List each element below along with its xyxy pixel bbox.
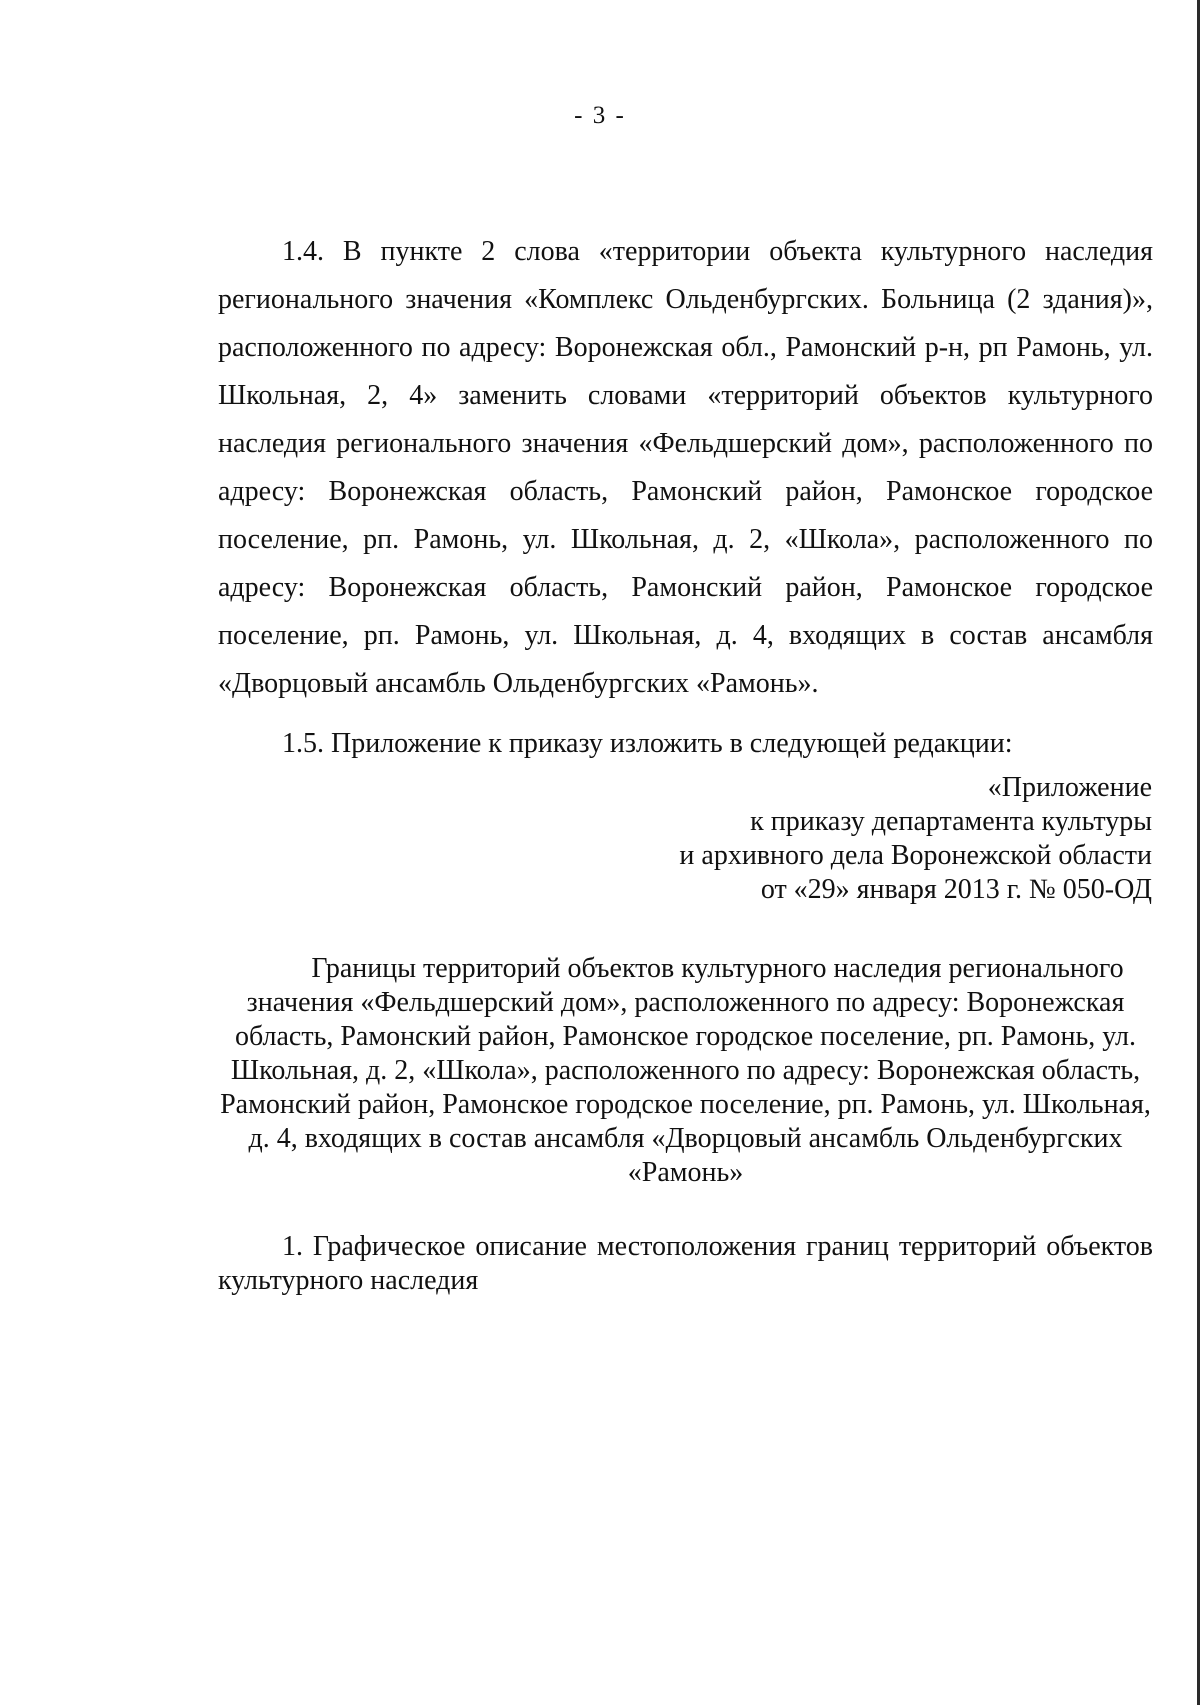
- paragraph-1-5-text: 1.5. Приложение к приказу изложить в следующей редакции:: [282, 728, 1013, 759]
- paragraph-1-4: [218, 228, 1153, 708]
- page-number: - 3 -: [574, 102, 626, 129]
- appendix-header-line: от «29» января 2013 г. № 050-ОД: [760, 874, 1152, 905]
- appendix-header: [679, 771, 1152, 907]
- appendix-header-line: и архивного дела Воронежской области: [679, 840, 1152, 871]
- paragraph-1-4-text: 1.4. В пункте 2 слова «территории объекта культурного наследия регионального значения «Комплекс Ольденбургских. Больница (2 здания)», расположенного по адресу: Воронежская обл., Рамонский р-н, рп Рамонь, ул. Школьная, 2, 4» заменить словами «территорий объектов культурного наследия регионального значения «Фельдшерский дом», расположенного по адресу: Воронежская область, Рамонский район, Рамонское городское поселение, рп. Рамонь, ул. Школьная, д. 2, «Школа», расположенного по адресу: Воронежская область, Рамонский район, Рамонское городское поселение, рп. Рамонь, ул. Школьная, д. 4, входящих в состав ансамбля «Дворцовый ансамбль Ольденбургских «Рамонь».: [218, 236, 1153, 699]
- appendix-header-line: «Приложение: [987, 772, 1152, 803]
- appendix-title-text: Границы территорий объектов культурного наследия регионального значения «Фельдшерский дом», расположенного по адресу: Воронежская область, Рамонский район, Рамонское городское поселение, рп. Рамонь, ул. Школьная, д. 2, «Школа», расположенного по адресу: Воронежская область, Рамонский район, Рамонское городское поселение, рп. Рамонь, ул. Школьная, д. 4, входящих в состав ансамбля «Дворцовый ансамбль Ольденбургских «Рамонь»: [220, 953, 1151, 1188]
- item-1-text: 1. Графическое описание местоположения границ территорий объектов культурного наследия: [218, 1231, 1153, 1296]
- appendix-header-line: к приказу департамента культуры: [750, 806, 1152, 837]
- paragraph-1-5: [218, 720, 1153, 768]
- appendix-title: [218, 952, 1153, 1190]
- item-1: [218, 1230, 1153, 1298]
